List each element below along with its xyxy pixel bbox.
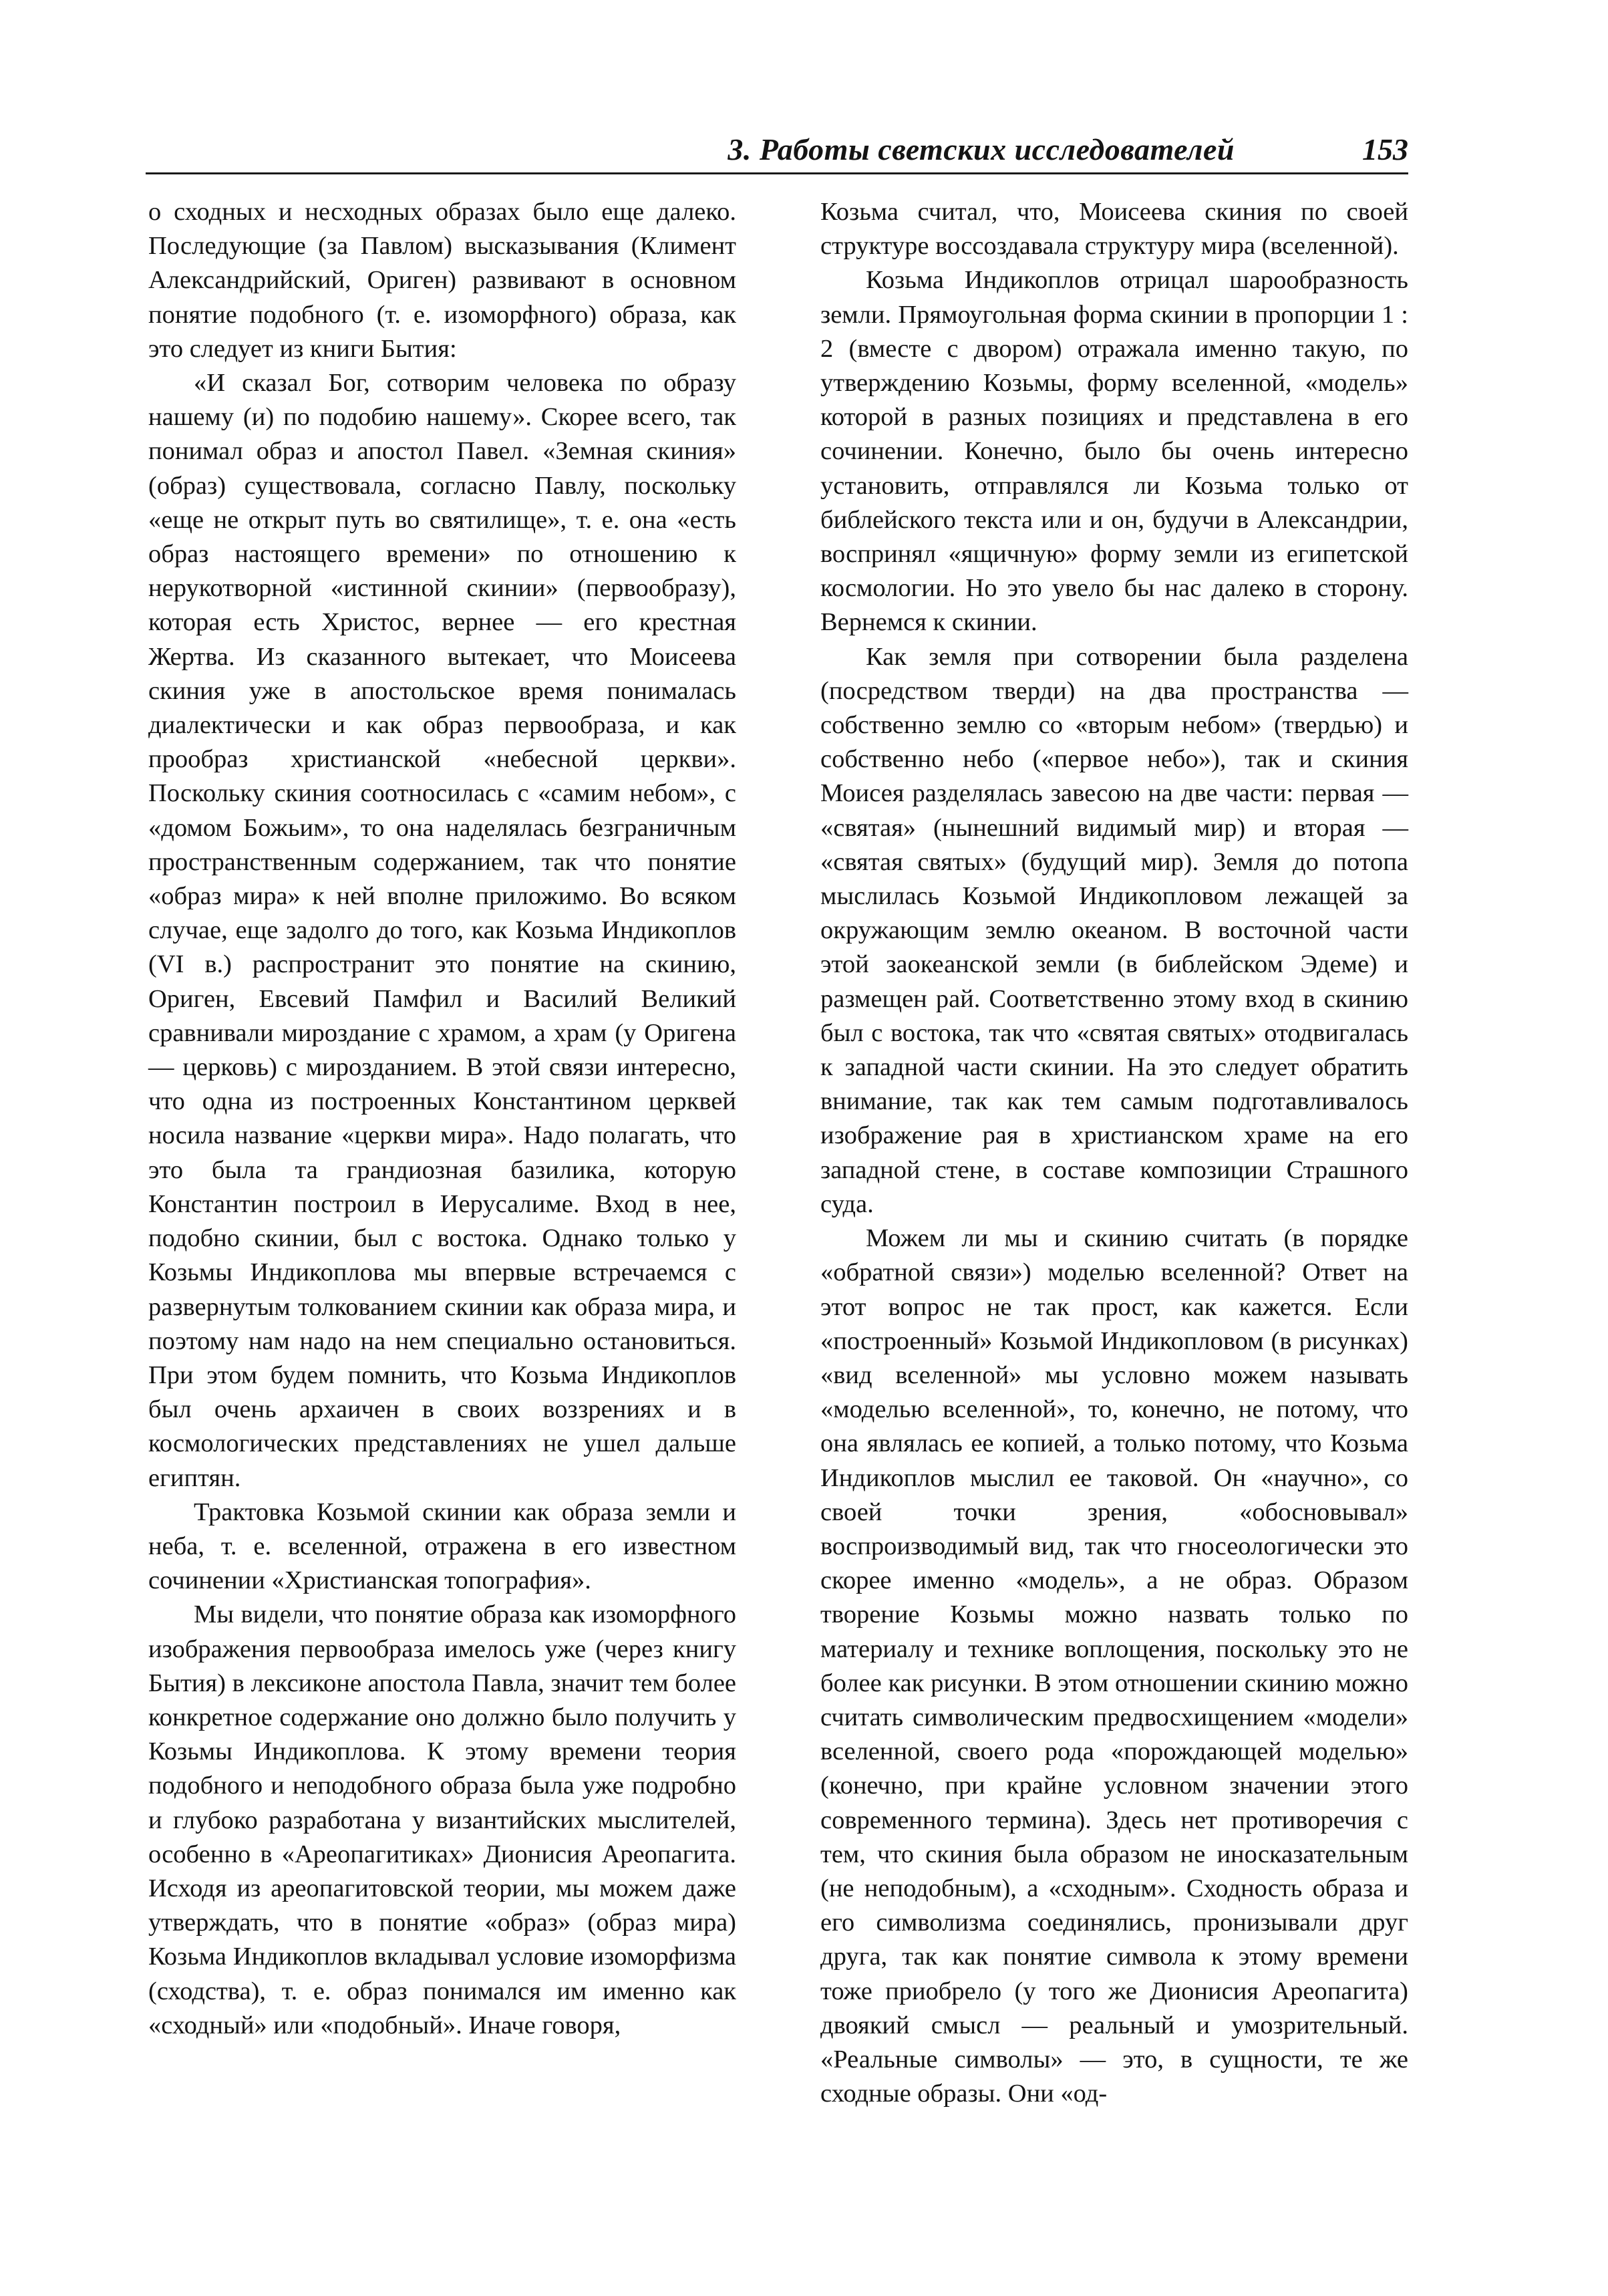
text-column-left — [148, 195, 736, 2043]
chapter-title: 3. Работы светских исследователей — [728, 132, 1235, 166]
text-column-right — [820, 195, 1408, 2111]
paragraph: «И сказал Бог, сотворим человека по образу нашему (и) по подобию нашему». Скорее всего, так понимал образ и апостол Павел. «Земная скиния» (образ) существовала, согласно Павлу, поскольку «еще не открыт путь во святилище», т. е. она «есть образ настоящего времени» по отношению к нерукотворной «истинной скинии» (первообразу), которая есть Христос, вернее — его крестная Жертва. Из сказанного вытекает, что Моисеева скиния уже в апостольское время понималась диалектически и как образ первообраза, и как прообраз христианской «небесной церкви». Поскольку скиния соотносилась с «самим небом», с «домом Божьим», то она наделялась безграничным пространственным содержанием, так что понятие «образ мира» к ней вполне приложимо. Во всяком случае, еще задолго до того, как Козьма Индикоплов (VI в.) распространит это понятие на скинию, Ориген, Евсевий Памфил и Василий Великий сравнивали мироздание с храмом, а храм (у Оригена — церковь) с мирозданием. В этой связи интересно, что одна из построенных Константином церквей носила название «церкви мира». Надо полагать, что это была та грандиозная базилика, которую Константин построил в Иерусалиме. Вход в нее, подобно скинии, был с востока. Однако только у Козьмы Индикоплова мы впервые встречаемся с развернутым толкованием скинии как образа мира, и поэтому нам надо на нем специально остановиться. При этом будем помнить, что Козьма Индикоплов был очень архаичен в своих воззрениях и в космологических представлениях не ушел дальше египтян. — [148, 369, 736, 1492]
paragraph: Мы видели, что понятие образа как изоморфного изображения первообраза имелось уже (через книгу Бытия) в лексиконе апостола Павла, значит тем более конкретное содержание оно должно было получить у Козьмы Индикоплова. К этому времени теория подобного и неподобного образа была уже подробно и глубоко разработана у византийских мыслителей, особенно в «Ареопагитиках» Дионисия Ареопагита. Исходя из ареопагитовской теории, мы можем даже утверждать, что в понятие «образ» (образ мира) Козьма Индикоплов вкладывал условие изоморфизма (сходства), т. е. образ понимался им именно как «сходный» или «подобный». Иначе говоря, — [148, 1600, 736, 2039]
paragraph: о сходных и несходных образах было еще далеко. Последующие (за Павлом) высказывания (Климент Александрийский, Ориген) развивают в основном понятие подобного (т. е. изоморфного) образа, как это следует из книги Бытия: — [148, 198, 736, 363]
paragraph: Трактовка Козьмой скинии как образа земли и неба, т. е. вселенной, отражена в его известном сочинении «Христианская топография». — [148, 1497, 736, 1595]
running-header — [146, 126, 1408, 174]
paragraph: Как земля при сотворении была разделена (посредством тверди) на два пространства — собственно землю со «вторым небом» (твердью) и собственно небо («первое небо»), так и скиния Моисея разделялась завесою на две части: первая — «святая» (нынешний видимый мир) и вторая — «святая святых» (будущий мир). Земля до потопа мыслилась Козьмой Индикопловом лежащей за окружающим землю океаном. В восточной части этой заокеанской земли (в библейском Эдеме) и размещен рай. Соответственно этому вход в скинию был с востока, так что «святая святых» отодвигалась к западной части скинии. На это следует обратить внимание, так как тем самым подготавливалось изображение рая в христианском храме на его западной стене, в составе композиции Страшного суда. — [820, 642, 1408, 1218]
paragraph: Козьма считал, что, Моисеева скиния по своей структуре воссоздавала структуру мира (вселенной). — [820, 198, 1408, 261]
page-number: 153 — [1362, 132, 1408, 166]
paragraph: Козьма Индикоплов отрицал шарообразность земли. Прямоугольная форма скинии в пропорции 1 : 2 (вместе с двором) отражала именно такую, по утверждению Козьмы, форму вселенной, «модель» которой в разных позициях и представлена в его сочинении. Конечно, было бы очень интересно установить, отправлялся ли Козьма только от библейского текста или и он, будучи в Александрии, воспринял «ящичную» форму земли из египетской космологии. Но это увело бы нас далеко в сторону. Вернемся к скинии. — [820, 266, 1408, 637]
paragraph: Можем ли мы и скинию считать (в порядке «обратной связи») моделью вселенной? Ответ на этот вопрос не так прост, как кажется. Если «построенный» Козьмой Индикопловом (в рисунках) «вид вселенной» мы условно можем называть «моделью вселенной», то, конечно, не потому, что она являлась ее копией, а только потому, что Козьма Индикоплов мыслил ее таковой. Он «научно», со своей точки зрения, «обосновывал» воспроизводимый вид, так что гносеологически это скорее именно «модель», а не образ. Образом творение Козьмы можно назвать только по материалу и технике воплощения, поскольку это не более как рисунки. В этом отношении скинию можно считать символическим предвосхищением «модели» вселенной, своего рода «порождающей моделью» (конечно, при крайне условном значении этого современного термина). Здесь нет противоречия с тем, что скиния была образом не иносказательным (не неподобным), а «сходным». Сходность образа и его символизма соединялись, пронизывали друг друга, так как понятие символа к этому времени тоже приобрело (у того же Дионисия Ареопагита) двоякий смысл — реальный и умозрительный. «Реальные символы» — это, в сущности, те же сходные образы. Они «од- — [820, 1224, 1408, 2108]
